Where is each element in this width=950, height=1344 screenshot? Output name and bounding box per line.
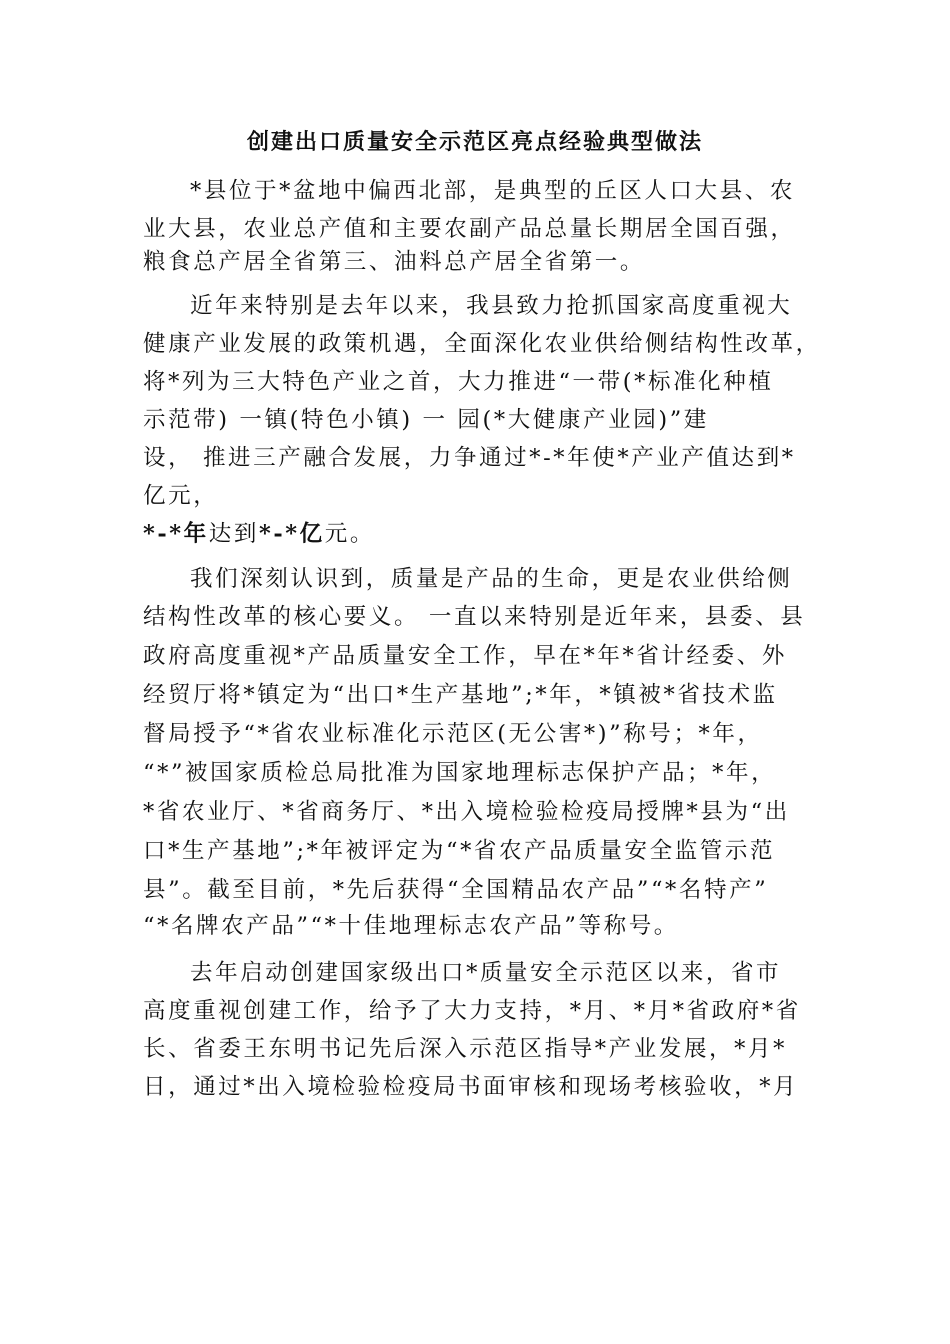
tail-unit: 元。 <box>324 521 375 547</box>
paragraph-3-line-4: 经贸厅将*镇定为“出口*生产基地”;*年，*镇被*省技术监 <box>143 682 778 708</box>
paragraph-2-line-2: 健康产业发展的政策机遇，全面深化农业供给侧结构性改革， <box>143 331 821 357</box>
paragraph-2-tail-line <box>143 515 823 553</box>
tail-amount-bold: *-*亿 <box>258 521 325 547</box>
paragraph-4-line-4: 日，通过*出入境检验检疫局书面审核和现场考核验收，*月 <box>143 1074 799 1100</box>
paragraph-2-line-6: 亿元， <box>143 483 219 509</box>
paragraph-2-line-5: 设， 推进三产融合发展，力争通过*-*年使*产业产值达到* <box>143 445 796 471</box>
paragraph-4-line-3: 长、省委王东明书记先后深入示范区指导*产业发展，*月* <box>143 1036 787 1062</box>
paragraph-4-line-2: 高度重视创建工作，给予了大力支持，*月、*月*省政府*省 <box>143 998 801 1024</box>
paragraph-3-line-6: “*”被国家质检总局批准为国家地理标志保护产品；*年， <box>143 760 777 786</box>
paragraph-2-line-4: 示范带) 一镇(特色小镇) 一 园(*大健康产业园)”建 <box>143 407 709 433</box>
paragraph-1-line-1: *县位于*盆地中偏西北部，是典型的丘区人口大县、农 <box>190 178 796 204</box>
document-title: 创建出口质量安全示范区亮点经验典型做法 <box>246 129 703 155</box>
paragraph-3-line-7: *省农业厅、*省商务厅、*出入境检验检疫局授牌*县为“出 <box>143 799 790 825</box>
paragraph-3-line-5: 督局授予“*省农业标准化示范区(无公害*)”称号；*年， <box>143 721 763 747</box>
tail-verb: 达到 <box>208 521 259 547</box>
paragraph-3-line-9: 县”。截至目前，*先后获得“全国精品农产品”“*名特产” <box>143 877 769 903</box>
paragraph-3-line-10: “*名牌农产品”“*十佳地理标志农产品”等称号。 <box>143 913 679 939</box>
paragraph-2-line-1: 近年来特别是去年以来，我县致力抢抓国家高度重视大 <box>190 293 793 319</box>
paragraph-3-line-1: 我们深刻认识到，质量是产品的生命，更是农业供给侧 <box>190 566 793 592</box>
paragraph-4-line-1: 去年启动创建国家级出口*质量安全示范区以来，省市 <box>190 960 782 986</box>
paragraph-3-line-2: 结构性改革的核心要义。 一直以来特别是近年来，县委、县 <box>143 604 806 630</box>
paragraph-3-line-8: 口*生产基地”;*年被评定为“*省农产品质量安全监管示范 <box>143 838 776 864</box>
paragraph-2-line-3: 将*列为三大特色产业之首，大力推进“一带(*标准化种植 <box>143 369 774 395</box>
paragraph-1-line-2: 业大县，农业总产值和主要农副产品总量长期居全国百强， <box>143 216 796 242</box>
tail-period-bold: *-*年 <box>143 521 209 547</box>
paragraph-1-line-3: 粮食总产居全省第三、油料总产居全省第一。 <box>143 249 646 275</box>
paragraph-3-line-3: 政府高度重视*产品质量安全工作，早在*年*省计经委、外 <box>143 643 787 669</box>
